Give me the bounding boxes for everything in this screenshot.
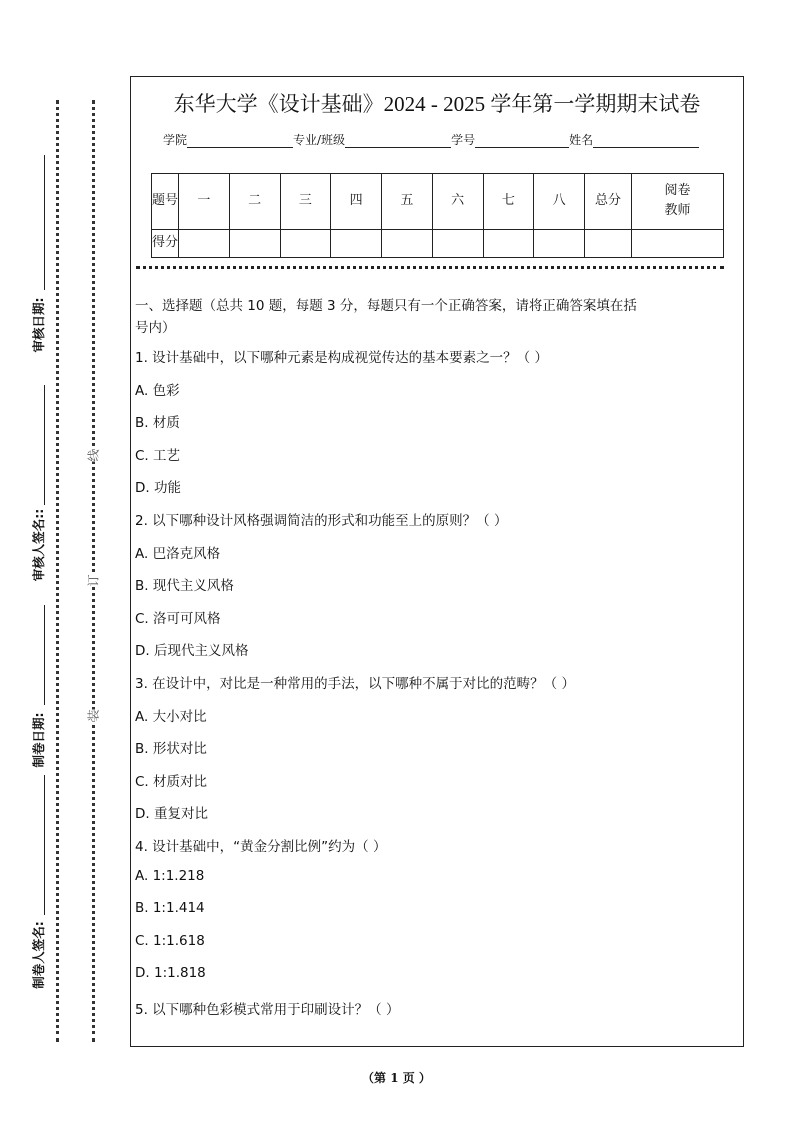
- score-cell[interactable]: [534, 229, 585, 257]
- binding-dotted-line: [92, 100, 95, 1042]
- signature-line: [44, 775, 45, 915]
- paper-date-label: 制卷日期:: [31, 712, 46, 768]
- column-header: 二: [229, 174, 280, 230]
- binding-mark-xian: 线: [86, 449, 101, 462]
- college-field[interactable]: [187, 133, 293, 148]
- column-header: 一: [179, 174, 230, 230]
- question-text: 5. 以下哪种色彩模式常用于印刷设计？（ ）: [135, 1002, 400, 1018]
- score-cell[interactable]: [585, 229, 632, 257]
- question-text: 4. 设计基础中，“黄金分割比例”约为（ ）: [135, 839, 387, 855]
- name-label: 姓名: [569, 133, 594, 147]
- answer-option: A. 1:1.218: [135, 867, 205, 884]
- student-info-row: [163, 131, 699, 148]
- answer-option: B. 现代主义风格: [135, 578, 234, 595]
- student-id-label: 学号: [451, 133, 476, 147]
- reviewer-signature-label: 审核人签名::: [31, 508, 46, 582]
- paper-maker-signature-label: 制卷人签名:: [31, 921, 46, 989]
- column-header: 六: [432, 174, 483, 230]
- answer-option: C. 1:1.618: [135, 932, 205, 949]
- answer-option: A. 大小对比: [135, 708, 207, 725]
- signature-line: [44, 155, 45, 290]
- page-number: （第 1 页 ）: [362, 1071, 431, 1085]
- answer-option: C. 材质对比: [135, 773, 208, 790]
- column-header: 三: [280, 174, 331, 230]
- question-text: 1. 设计基础中，以下哪种元素是构成视觉传达的基本要素之一？（ ）: [135, 350, 548, 366]
- answer-option: D. 1:1.818: [135, 965, 206, 982]
- answer-option: A. 色彩: [135, 382, 180, 399]
- answer-option: B. 材质: [135, 415, 180, 432]
- column-header: 阅卷教师: [632, 174, 724, 230]
- column-header: 总分: [585, 174, 632, 230]
- score-cell[interactable]: [179, 229, 230, 257]
- question-text: 2. 以下哪种设计风格强调简洁的形式和功能至上的原则？（ ）: [135, 513, 508, 529]
- answer-option: D. 功能: [135, 480, 181, 497]
- major-class-label: 专业/班级: [293, 133, 346, 147]
- college-label: 学院: [163, 133, 188, 147]
- score-cell[interactable]: [632, 229, 724, 257]
- section-heading: 一、选择题（总共 10 题，每题 3 分，每题只有一个正确答案，请将正确答案填在括: [135, 298, 637, 314]
- row-label: 得分: [152, 229, 179, 257]
- answer-option: D. 重复对比: [135, 806, 208, 823]
- score-cell[interactable]: [382, 229, 433, 257]
- answer-option: B. 1:1.414: [135, 900, 205, 917]
- column-header: 八: [534, 174, 585, 230]
- column-header: 七: [483, 174, 534, 230]
- answer-option: D. 后现代主义风格: [135, 643, 249, 660]
- major-class-field[interactable]: [345, 133, 451, 148]
- column-header: 四: [331, 174, 382, 230]
- score-cell[interactable]: [229, 229, 280, 257]
- review-date-label: 审核日期:: [31, 297, 46, 353]
- answer-option: A. 巴洛克风格: [135, 545, 221, 562]
- signature-line: [44, 385, 45, 505]
- separator-dotted-line: [136, 266, 724, 269]
- section-heading-cont: 号内）: [135, 320, 176, 336]
- score-cell[interactable]: [483, 229, 534, 257]
- binding-mark-ding: 订: [86, 574, 101, 587]
- table-row: [152, 229, 724, 257]
- score-cell[interactable]: [280, 229, 331, 257]
- answer-option: C. 洛可可风格: [135, 610, 221, 627]
- binding-mark-zhuang: 装: [86, 709, 101, 722]
- binding-dotted-line: [56, 100, 59, 1042]
- question-text: 3. 在设计中，对比是一种常用的手法，以下哪种不属于对比的范畴？（ ）: [135, 676, 575, 692]
- signature-line: [44, 605, 45, 705]
- header-label: 题号: [152, 174, 179, 230]
- exam-title: 东华大学《设计基础》2024 - 2025 学年第一学期期末试卷: [173, 92, 701, 116]
- score-cell[interactable]: [331, 229, 382, 257]
- column-header: 五: [382, 174, 433, 230]
- student-id-field[interactable]: [475, 133, 569, 148]
- answer-option: B. 形状对比: [135, 741, 207, 758]
- name-field[interactable]: [593, 133, 699, 148]
- score-table: [151, 173, 724, 258]
- table-row: [152, 174, 724, 230]
- answer-option: C. 工艺: [135, 447, 181, 464]
- score-cell[interactable]: [432, 229, 483, 257]
